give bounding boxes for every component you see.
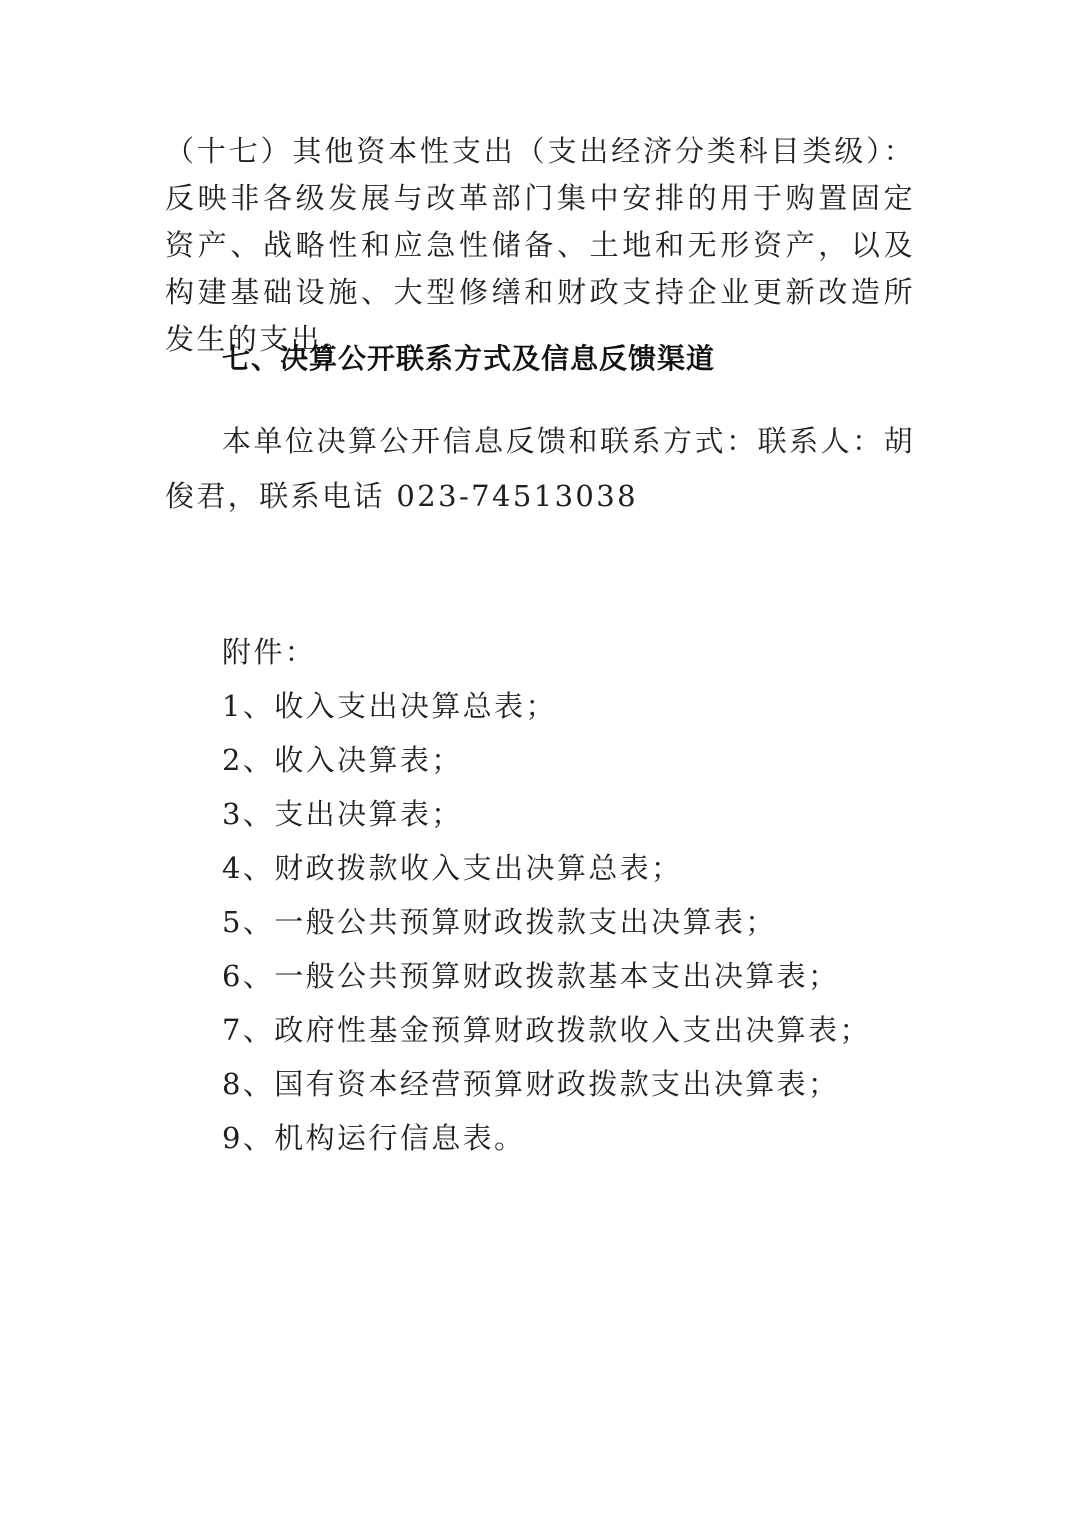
- attachment-item: 5、一般公共预算财政拨款支出决算表；: [222, 905, 777, 939]
- attachment-item: 8、国有资本经营预算财政拨款支出决算表；: [222, 1067, 840, 1101]
- attachments-section: [222, 625, 922, 1165]
- section-17-paragraph: （十七）其他资本性支出（支出经济分类科目类级）：反映非各级发展与改革部门集中安排的用于购置固定资产、战略性和应急性储备、土地和无形资产，以及构建基础设施、大型修缮和财政支持企业更新改造所发生的支出。: [165, 134, 915, 356]
- attachment-item: 6、一般公共预算财政拨款基本支出决算表；: [222, 959, 840, 993]
- attachment-item: 1、收入支出决算总表；: [222, 689, 557, 723]
- attachment-item: 3、支出决算表；: [222, 797, 463, 831]
- attachment-item: 9、机构运行信息表。: [222, 1121, 526, 1155]
- attachments-label: 附件：: [222, 635, 317, 669]
- contact-paragraph: 本单位决算公开信息反馈和联系方式：联系人：胡俊君，联系电话 023-74513038: [165, 424, 915, 513]
- attachment-item: 7、政府性基金预算财政拨款收入支出决算表；: [222, 1013, 871, 1047]
- attachments-list: [222, 679, 922, 1165]
- section-7-heading: 七、决算公开联系方式及信息反馈渠道: [222, 342, 716, 375]
- attachment-item: 2、收入决算表；: [222, 743, 463, 777]
- attachment-item: 4、财政拨款收入支出决算总表；: [222, 851, 683, 885]
